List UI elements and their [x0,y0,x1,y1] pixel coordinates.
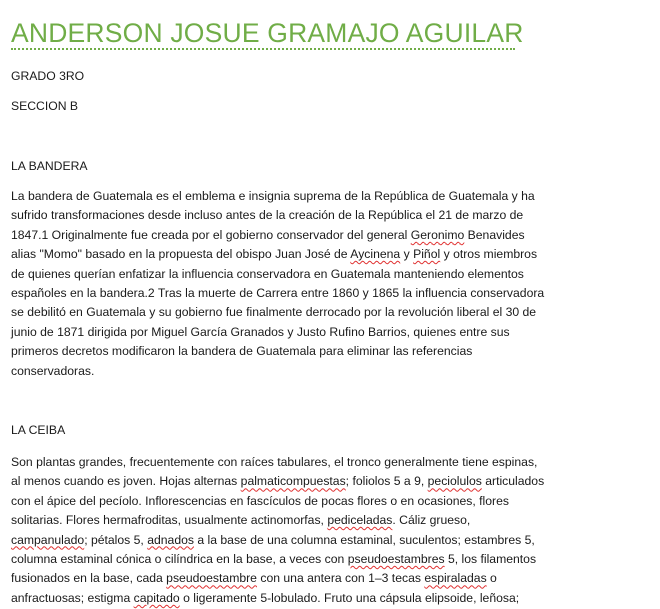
text-run: anfractuosas; estigma [11,590,134,605]
misspelled-word: adnados [147,532,194,547]
text-run: . Cáliz grueso, [392,513,471,528]
paragraph-line [11,492,601,511]
paragraph-line [11,550,601,569]
text-run: y [400,247,414,262]
document-title: ANDERSON JOSUE GRAMAJO AGUILAR [11,18,524,48]
paragraph-line [11,362,601,381]
text-run: de quienes querían enfatizar la influencia conservadora en Guatemala manteniendo elementos [11,266,524,281]
paragraph-line [11,511,601,530]
misspelled-word: capitado [133,590,180,605]
text-run: La bandera de Guatemala es el emblema e insignia suprema de la República de Guatemala y ha [11,189,535,203]
heading-la-ceiba: LA CEIBA [11,423,66,437]
text-run: 5, los filamentos [444,552,537,567]
paragraph-line [11,265,601,284]
paragraph-line [11,187,601,206]
text-run: fusionados en la base, cada [11,571,167,586]
text-run: ; foliolos 5 a 9, [345,474,428,489]
misspelled-word: pediceladas [327,513,393,528]
text-run: Benavides [464,227,525,242]
misspelled-word: pseudoestambre [166,571,257,586]
misspelled-word: peciolulos [427,474,482,489]
spellcheck-underline [11,46,515,50]
heading-la-bandera: LA BANDERA [11,159,88,173]
misspelled-word: Geronimo [410,227,465,242]
text-run: alias "Momo" basado en la propuesta del obispo Juan José de [11,247,351,262]
paragraph-line [11,323,601,342]
paragraph-line [11,472,601,491]
text-run: sufrido transformaciones desde incluso antes de la creación de la República el 21 de marzo de [11,208,524,223]
text-run: con una antera con 1–3 tecas [256,571,425,586]
text-run: junio de 1871 dirigida por Miguel García Granados y Justo Rufino Barrios, quienes entre sus [11,324,510,339]
misspelled-word: campanulado [11,532,85,547]
text-run: columna estaminal cónica o cilíndrica en la base, a veces con [11,552,348,567]
paragraph-line [11,342,601,361]
text-run: con el ápice del pecíolo. Inflorescencias en fascículos de pocas flores o en ocasiones, flores [11,493,509,508]
text-run: conservadoras. [11,363,95,378]
section-line: SECCION B [11,99,79,113]
misspelled-word: Piñol [413,247,441,262]
paragraph-line [11,569,601,588]
text-run: se debilitó en Guatemala y su gobierno fue finalmente derrocado por la revolución liberal el 30 de [11,305,537,320]
misspelled-word: Aycinena [350,247,401,262]
text-run: ; pétalos 5, [84,532,148,547]
paragraph-la-ceiba [11,453,601,608]
paragraph-line [11,589,601,608]
paragraph-line [11,531,601,550]
text-run: 1847.1 Originalmente fue creada por el gobierno conservador del general [11,227,411,242]
text-run: solitarias. Flores hermafroditas, usualmente actinomorfas, [11,513,328,528]
misspelled-word: palmaticompuestas [240,474,346,489]
grade-line: GRADO 3RO [11,69,85,83]
text-run: o ligeramente 5-lobulado. Fruto una cápsula elipsoide, leñosa; [179,590,520,605]
text-run: a la base de una columna estaminal, suculentos; estambres 5, [193,532,535,547]
text-run: españoles en la bandera.2 Tras la muerte de Carrera entre 1860 y 1865 la influencia conservadora [11,286,545,301]
text-run: articulados [481,474,545,489]
text-run: al menos cuando es joven. Hojas alternas [11,474,241,489]
text-run: Son plantas grandes, frecuentemente con raíces tabulares, el tronco generalmente tiene espinas, [11,455,538,469]
misspelled-word: pseudoestambres [347,552,445,567]
paragraph-line [11,206,601,225]
paragraph-line [11,284,601,303]
paragraph-line [11,453,601,472]
misspelled-word: espiraladas [424,571,487,586]
text-run: o [486,571,497,586]
paragraph-line [11,303,601,322]
paragraph-line [11,226,601,245]
text-run: primeros decretos modificaron la bandera de Guatemala para eliminar las referencias [11,344,473,359]
paragraph-la-bandera [11,187,601,381]
text-run: y otros miembros [440,247,538,262]
paragraph-line [11,245,601,264]
